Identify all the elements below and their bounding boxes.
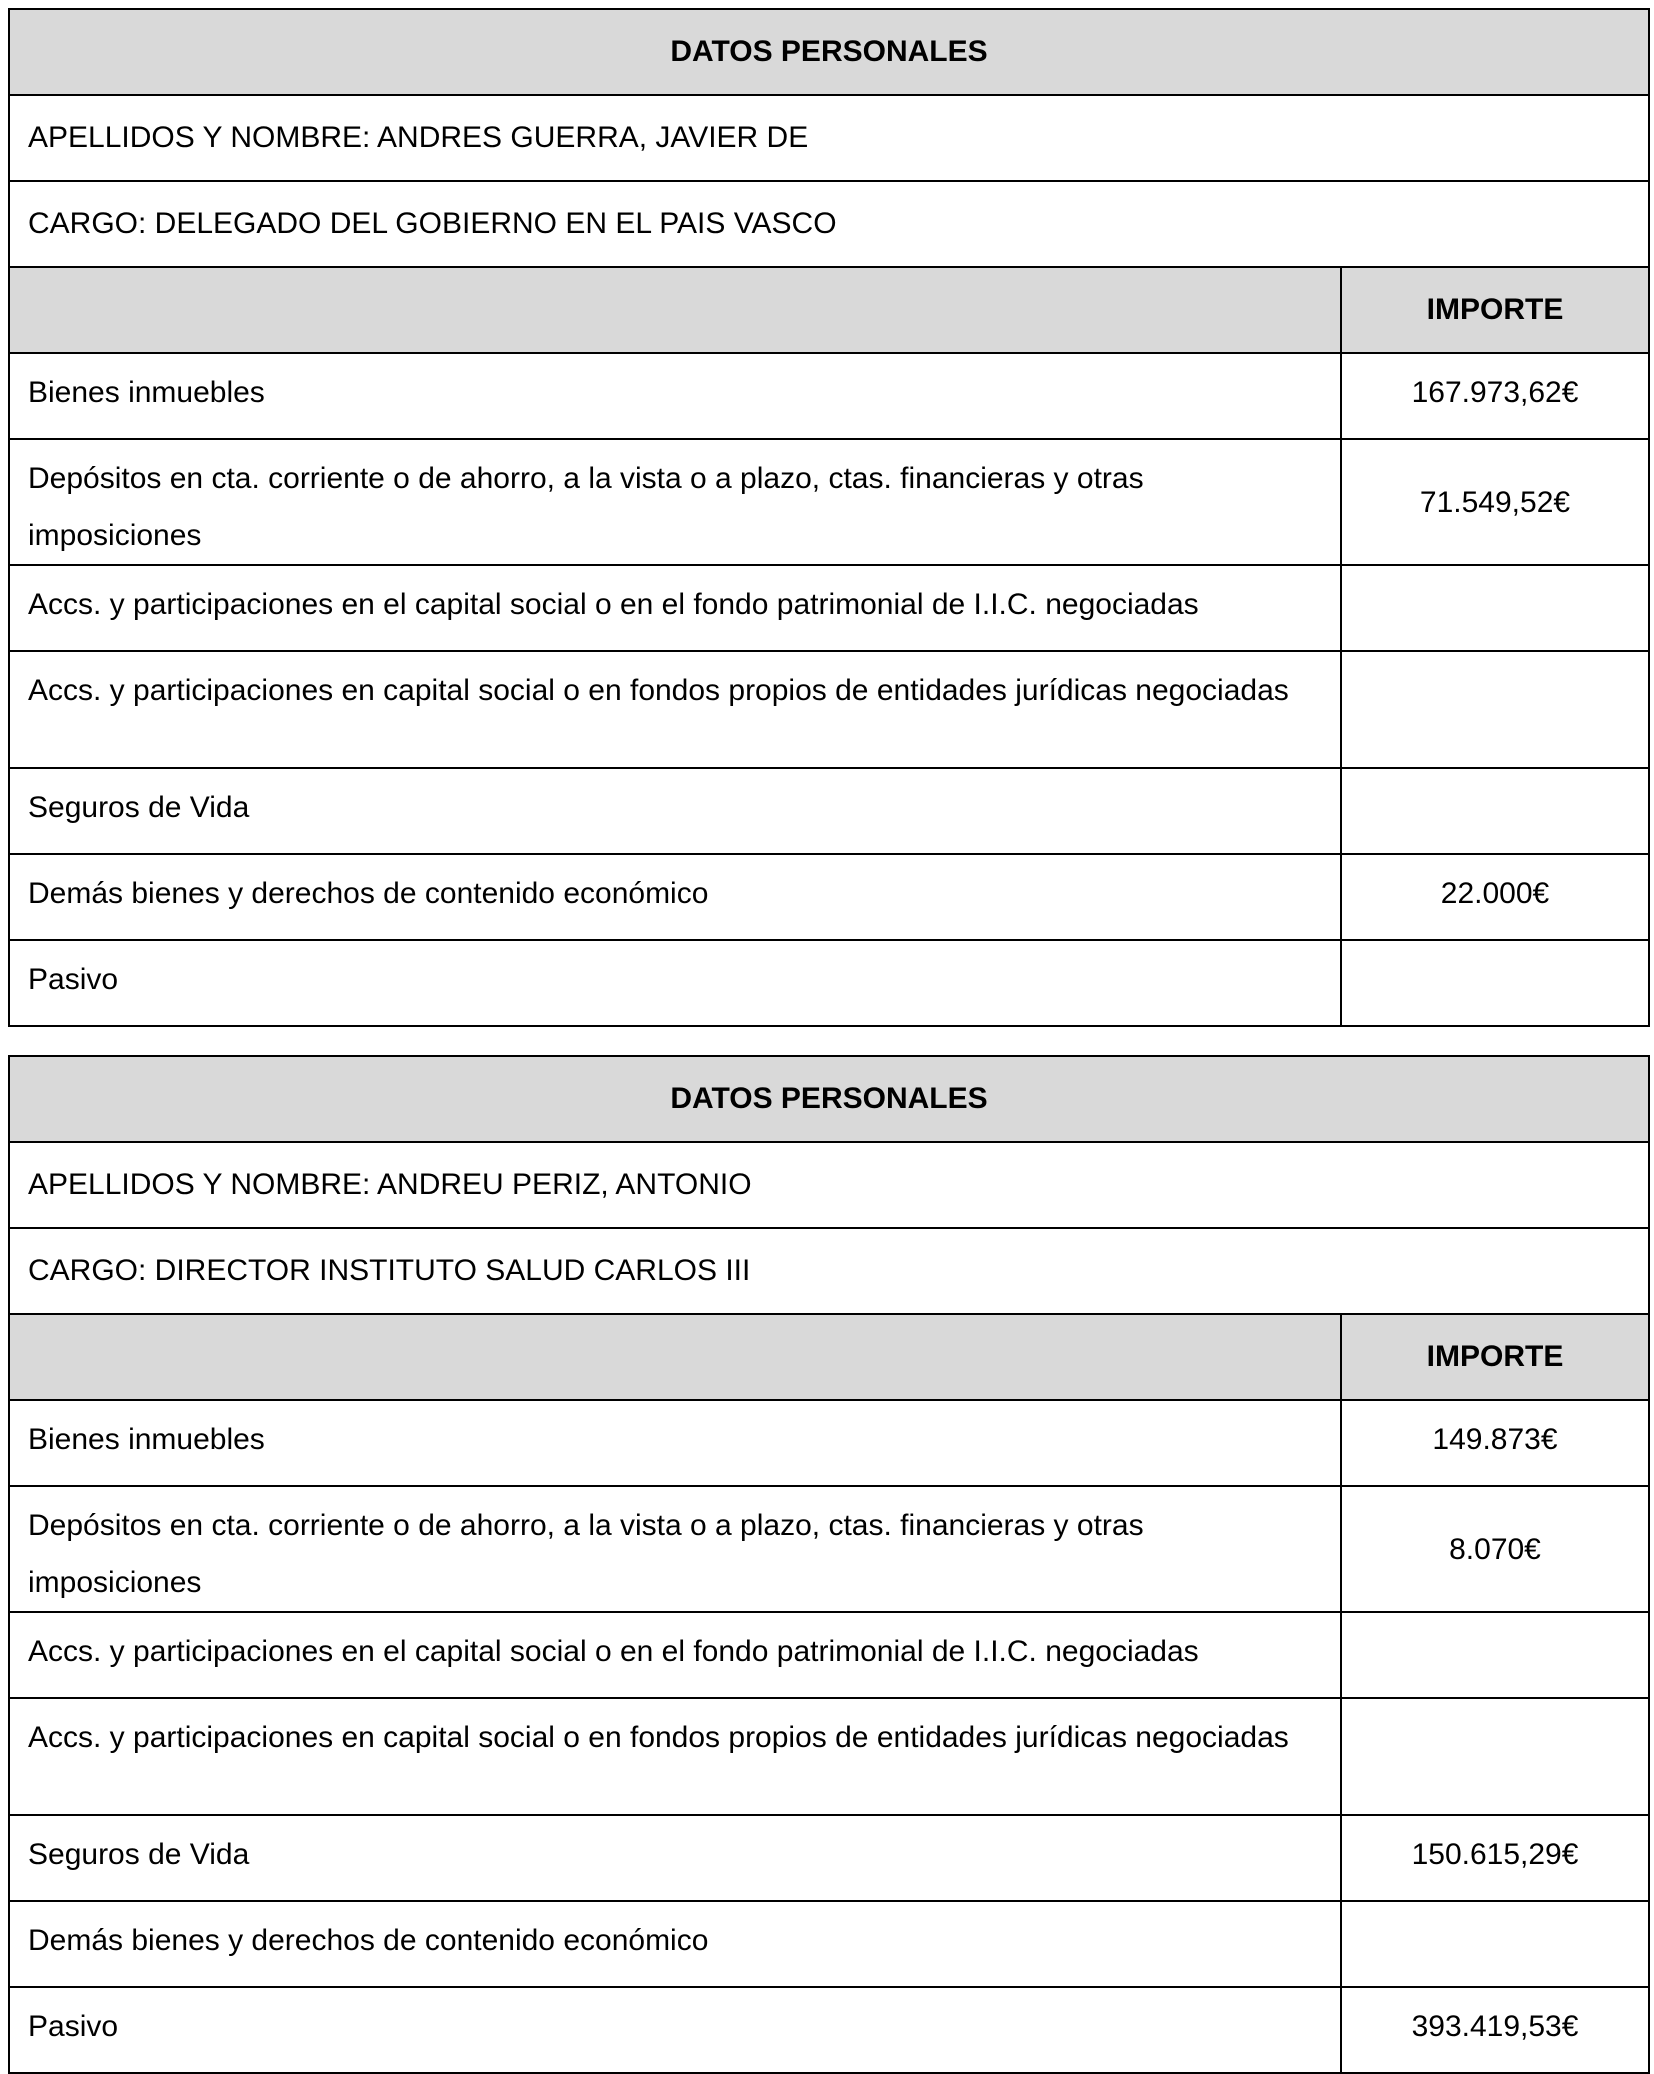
- name-line: APELLIDOS Y NOMBRE: ANDRES GUERRA, JAVIER DE: [9, 95, 1649, 181]
- row-amount: 71.549,52€: [1341, 439, 1649, 565]
- label-column-header: [9, 267, 1341, 353]
- table-row: [9, 1612, 1649, 1698]
- table-row: [9, 1815, 1649, 1901]
- table-row: [9, 1987, 1649, 2073]
- row-label: Accs. y participaciones en el capital social o en el fondo patrimonial de I.I.C. negociadas: [9, 565, 1341, 651]
- row-amount: 393.419,53€: [1341, 1987, 1649, 2073]
- amount-column-header: IMPORTE: [1341, 1314, 1649, 1400]
- row-label: Pasivo: [9, 940, 1341, 1026]
- row-amount: [1341, 565, 1649, 651]
- section-title: DATOS PERSONALES: [9, 1056, 1649, 1142]
- row-label: Accs. y participaciones en capital social o en fondos propios de entidades jurídicas negociadas: [9, 1698, 1341, 1815]
- row-amount: 149.873€: [1341, 1400, 1649, 1486]
- row-label: Pasivo: [9, 1987, 1341, 2073]
- row-label: Accs. y participaciones en capital social o en fondos propios de entidades jurídicas negociadas: [9, 651, 1341, 768]
- row-label: Demás bienes y derechos de contenido económico: [9, 1901, 1341, 1987]
- row-amount: [1341, 1698, 1649, 1815]
- row-amount: 8.070€: [1341, 1486, 1649, 1612]
- table-row: [9, 1486, 1649, 1612]
- position-line: CARGO: DIRECTOR INSTITUTO SALUD CARLOS III: [9, 1228, 1649, 1314]
- asset-declaration-table-2: [8, 1055, 1650, 2074]
- table-row: [9, 439, 1649, 565]
- asset-declaration-table-1: [8, 8, 1650, 1027]
- row-label: Seguros de Vida: [9, 1815, 1341, 1901]
- row-label: Depósitos en cta. corriente o de ahorro, a la vista o a plazo, ctas. financieras y otras imposiciones: [9, 1486, 1341, 1612]
- table-row: [9, 565, 1649, 651]
- table-row: [9, 1400, 1649, 1486]
- row-label: Bienes inmuebles: [9, 1400, 1341, 1486]
- table-row: [9, 940, 1649, 1026]
- row-label: Seguros de Vida: [9, 768, 1341, 854]
- table-row: [9, 1698, 1649, 1815]
- label-column-header: [9, 1314, 1341, 1400]
- row-label: Accs. y participaciones en el capital social o en el fondo patrimonial de I.I.C. negociadas: [9, 1612, 1341, 1698]
- row-amount: [1341, 651, 1649, 768]
- name-line: APELLIDOS Y NOMBRE: ANDREU PERIZ, ANTONIO: [9, 1142, 1649, 1228]
- row-amount: 150.615,29€: [1341, 1815, 1649, 1901]
- row-amount: [1341, 1901, 1649, 1987]
- table-row: [9, 353, 1649, 439]
- row-amount: [1341, 768, 1649, 854]
- row-amount: [1341, 1612, 1649, 1698]
- row-amount: [1341, 940, 1649, 1026]
- row-amount: 22.000€: [1341, 854, 1649, 940]
- row-amount: 167.973,62€: [1341, 353, 1649, 439]
- table-row: [9, 854, 1649, 940]
- amount-column-header: IMPORTE: [1341, 267, 1649, 353]
- section-title: DATOS PERSONALES: [9, 9, 1649, 95]
- table-row: [9, 1901, 1649, 1987]
- table-row: [9, 768, 1649, 854]
- row-label: Bienes inmuebles: [9, 353, 1341, 439]
- row-label: Demás bienes y derechos de contenido económico: [9, 854, 1341, 940]
- table-row: [9, 651, 1649, 768]
- position-line: CARGO: DELEGADO DEL GOBIERNO EN EL PAIS VASCO: [9, 181, 1649, 267]
- row-label: Depósitos en cta. corriente o de ahorro, a la vista o a plazo, ctas. financieras y otras imposiciones: [9, 439, 1341, 565]
